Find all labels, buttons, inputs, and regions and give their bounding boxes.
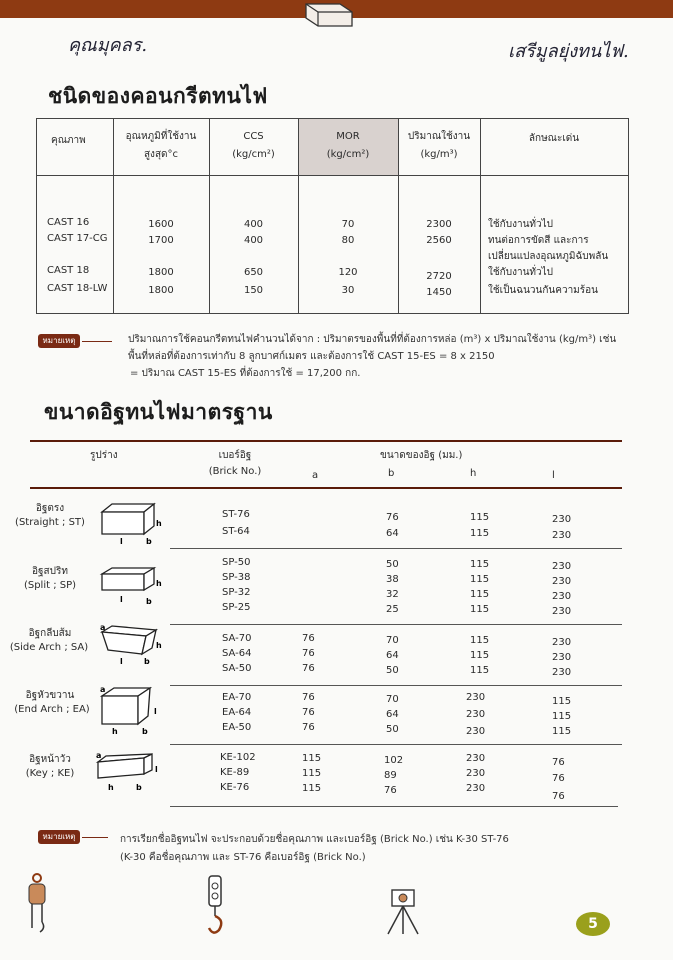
row-quality: CAST 18-LW (47, 283, 108, 294)
row-mor: 30 (341, 285, 355, 296)
svg-text:b: b (144, 657, 150, 666)
handwritten-note-left: คุณมุคลร. (68, 35, 148, 56)
group-name-en: (End Arch ; EA) (14, 704, 90, 715)
brick-no: EA-70 (222, 692, 252, 703)
brick-h: 230 (466, 692, 486, 703)
group-divider (170, 744, 622, 745)
header-bottom-rule (30, 487, 622, 489)
row-feature: ใช้กับงานทั่วไป (488, 219, 553, 230)
svg-text:b: b (136, 783, 142, 792)
row-feature: ใช้กับงานทั่วไป (488, 267, 553, 278)
row-quality: CAST 17-CG (47, 233, 108, 244)
brick-h: 115 (470, 574, 490, 585)
logo-box-icon (300, 0, 358, 30)
header-feature: ลักษณะเด่น (528, 133, 580, 144)
group-name-en: (Side Arch ; SA) (9, 642, 89, 653)
brick-l: 115 (552, 711, 572, 722)
brick-a: 76 (302, 692, 315, 703)
brick-b: 76 (384, 785, 397, 796)
brick-a: 115 (302, 753, 322, 764)
brick-l: 230 (552, 591, 572, 602)
brick-l: 230 (552, 530, 572, 541)
row-usage: 2560 (426, 235, 452, 246)
brick-a: 76 (302, 707, 315, 718)
brick-l: 230 (552, 637, 572, 648)
note1-line2: พื้นที่หล่อที่ต้องการเท่ากับ 8 ลูกบาศก์เมตร และต้องการใช้ CAST 15-ES = 8 x 2150 (128, 351, 495, 362)
brick-no: KE-102 (220, 752, 256, 763)
row-usage: 2720 (426, 271, 452, 282)
svg-text:a: a (100, 623, 106, 632)
header-mor-line2: (kg/cm²) (326, 149, 370, 160)
brick-a: 76 (302, 648, 315, 659)
brick-a: 76 (302, 722, 315, 733)
brick-h: 115 (470, 559, 490, 570)
brick-l: 76 (552, 757, 565, 768)
brick-h: 115 (470, 635, 490, 646)
crane-hook-icon (200, 872, 230, 942)
brick-no: EA-64 (222, 707, 252, 718)
concrete-table (36, 118, 629, 314)
note2-line1: การเรียกชื่ออิฐทนไฟ จะประกอบด้วยชื่อคุณภาพ และเบอร์อิฐ (Brick No.) เช่น K-30 ST-76 (120, 834, 509, 845)
brick-no: SP-50 (222, 557, 251, 568)
row-temp: 1800 (148, 267, 174, 278)
brick-l: 230 (552, 576, 572, 587)
group-divider (170, 624, 622, 625)
brick-l: 230 (552, 652, 572, 663)
header-quality: คุณภาพ (51, 135, 86, 146)
header-temp-line2: สูงสุด°c (143, 149, 179, 160)
svg-text:a: a (100, 685, 106, 694)
group-name-en: (Key ; KE) (25, 768, 75, 779)
brick-no: KE-89 (220, 767, 250, 778)
row-mor: 80 (341, 235, 355, 246)
header-ccs-line1: CCS (243, 131, 264, 142)
header-ccs-line2: (kg/cm²) (232, 149, 275, 160)
split-brick-icon (98, 564, 164, 608)
svg-text:h: h (112, 727, 118, 736)
header-h: h (470, 468, 477, 479)
brick-b: 25 (386, 604, 399, 615)
brick-h: 115 (470, 589, 490, 600)
brick-l: 76 (552, 791, 565, 802)
brick-l: 230 (552, 514, 572, 525)
row-mor: 120 (338, 267, 358, 278)
row-quality: CAST 18 (47, 265, 90, 276)
brick-no: KE-76 (220, 782, 250, 793)
row-feature: ใช้เป็นฉนวนกันความร้อน (488, 285, 598, 296)
svg-text:b: b (146, 537, 152, 546)
brick-l: 230 (552, 561, 572, 572)
row-ccs: 400 (243, 235, 264, 246)
brick-no: ST-64 (222, 526, 250, 537)
row-ccs: 150 (243, 285, 264, 296)
brick-no: SP-25 (222, 602, 251, 613)
row-usage: 1450 (426, 287, 452, 298)
svg-text:h: h (156, 519, 162, 528)
svg-text:h: h (156, 579, 162, 588)
svg-text:h: h (156, 641, 162, 650)
header-l: l (552, 470, 555, 481)
page-number-badge: 5 (576, 912, 610, 936)
brick-a: 115 (302, 768, 322, 779)
brick-b: 102 (384, 755, 404, 766)
brick-h: 230 (466, 709, 486, 720)
brick-no: ST-76 (222, 509, 250, 520)
brick-b: 70 (386, 694, 399, 705)
table-top-rule (30, 440, 622, 442)
brick-h: 115 (470, 512, 490, 523)
brick-a: 76 (302, 633, 315, 644)
note1-line1: ปริมาณการใช้คอนกรีตทนไฟคำนวนได้จาก : ปริมาตรของพื้นที่ที่ต้องการหล่อ (m³) x ปริมาณใช้งาน (kg/m³) เช่น (128, 334, 617, 345)
group-divider (170, 548, 622, 549)
brick-b: 76 (386, 512, 399, 523)
hoist-icon (22, 872, 52, 936)
brick-b: 32 (386, 589, 399, 600)
group-name-th: อิฐสปริท (32, 566, 68, 577)
row-ccs: 650 (243, 267, 264, 278)
group-name-th: อิฐตรง (35, 503, 65, 514)
svg-text:l: l (120, 657, 123, 666)
brick-b: 50 (386, 724, 399, 735)
brick-b: 64 (386, 528, 399, 539)
brick-no: SA-64 (222, 648, 252, 659)
header-temp-line1: อุณหภูมิที่ใช้งาน (125, 131, 197, 142)
brick-l: 230 (552, 667, 572, 678)
key-brick-icon (92, 750, 162, 796)
row-ccs: 400 (243, 219, 264, 230)
brick-b: 64 (386, 709, 399, 720)
brick-b: 89 (384, 770, 397, 781)
brick-b: 50 (386, 559, 399, 570)
row-mor: 70 (341, 219, 355, 230)
note-badge: หมายเหตุ (38, 334, 80, 348)
row-quality: CAST 16 (47, 217, 90, 228)
svg-text:b: b (146, 597, 152, 606)
row-usage: 2300 (426, 219, 452, 230)
header-b: b (388, 468, 395, 479)
brick-no: SA-70 (222, 633, 252, 644)
brick-h: 115 (470, 665, 490, 676)
group-name-en: (Straight ; ST) (15, 517, 85, 528)
straight-brick-icon (98, 500, 164, 546)
svg-text:l: l (120, 537, 123, 546)
brick-h: 230 (466, 726, 486, 737)
brick-b: 38 (386, 574, 399, 585)
svg-text:a: a (96, 751, 102, 760)
brick-b: 50 (386, 665, 399, 676)
note2-line2: (K-30 คือชื่อคุณภาพ และ ST-76 คือเบอร์อิฐ (Brick No.) (120, 852, 366, 863)
svg-text:l: l (154, 707, 157, 716)
brick-no: EA-50 (222, 722, 252, 733)
side-arch-brick-icon (98, 622, 164, 668)
note-badge: หมายเหตุ (38, 830, 80, 844)
brick-h: 230 (466, 768, 486, 779)
row-temp: 1800 (148, 285, 174, 296)
svg-text:l: l (155, 765, 158, 774)
brick-no: SP-32 (222, 587, 251, 598)
brick-no: SA-50 (222, 663, 252, 674)
group-name-th: อิฐหน้าวัว (29, 754, 71, 765)
brick-a: 115 (302, 783, 322, 794)
brick-l: 115 (552, 726, 572, 737)
surveying-instrument-icon (378, 886, 428, 938)
row-feature: เปลี่ยนแปลงอุณหภูมิฉับพลัน (488, 251, 609, 262)
svg-text:h: h (108, 783, 114, 792)
row-feature: ทนต่อการขัดสี และการ (488, 235, 589, 246)
brick-h: 115 (470, 650, 490, 661)
brick-h: 230 (466, 783, 486, 794)
brick-b: 70 (386, 635, 399, 646)
end-arch-brick-icon (98, 684, 164, 736)
header-mor-line1: MOR (336, 131, 360, 142)
header-usage-line2: (kg/m³) (420, 149, 458, 160)
header-size-title: ขนาดของอิฐ (มม.) (380, 450, 463, 461)
note1-line3: = ปริมาณ CAST 15-ES ที่ต้องการใช้ = 17,200 กก. (130, 368, 361, 379)
brick-h: 230 (466, 753, 486, 764)
brick-l: 230 (552, 606, 572, 617)
brick-h: 115 (470, 604, 490, 615)
note-badge-tail (82, 341, 112, 342)
brick-l: 76 (552, 773, 565, 784)
header-usage-line1: ปริมาณใช้งาน (407, 131, 471, 142)
group-name-th: อิฐหัวขวาน (25, 690, 75, 701)
group-name-th: อิฐกลีบส้ม (28, 628, 72, 639)
brick-sizes-title: ขนาดอิฐทนไฟมาตรฐาน (44, 400, 273, 424)
row-temp: 1600 (148, 219, 174, 230)
svg-text:b: b (142, 727, 148, 736)
group-name-en: (Split ; SP) (23, 580, 77, 591)
header-a: a (312, 470, 319, 481)
table-bottom-rule (170, 806, 618, 807)
header-brickno-line1: เบอร์อิฐ (218, 450, 252, 461)
mor-header-bg (298, 119, 398, 175)
brick-l: 115 (552, 696, 572, 707)
brick-a: 76 (302, 663, 315, 674)
header-brickno-line2: (Brick No.) (208, 466, 262, 477)
handwritten-note-right: เสรีมูลยุ่งทนไฟ. (508, 41, 629, 62)
brick-b: 64 (386, 650, 399, 661)
group-divider (170, 685, 622, 686)
svg-text:l: l (120, 595, 123, 604)
concrete-types-title: ชนิดของคอนกรีตทนไฟ (48, 84, 268, 108)
row-temp: 1700 (148, 235, 174, 246)
note-badge-tail (82, 837, 108, 838)
brick-h: 115 (470, 528, 490, 539)
brick-no: SP-38 (222, 572, 251, 583)
header-shape: รูปร่าง (90, 450, 118, 461)
